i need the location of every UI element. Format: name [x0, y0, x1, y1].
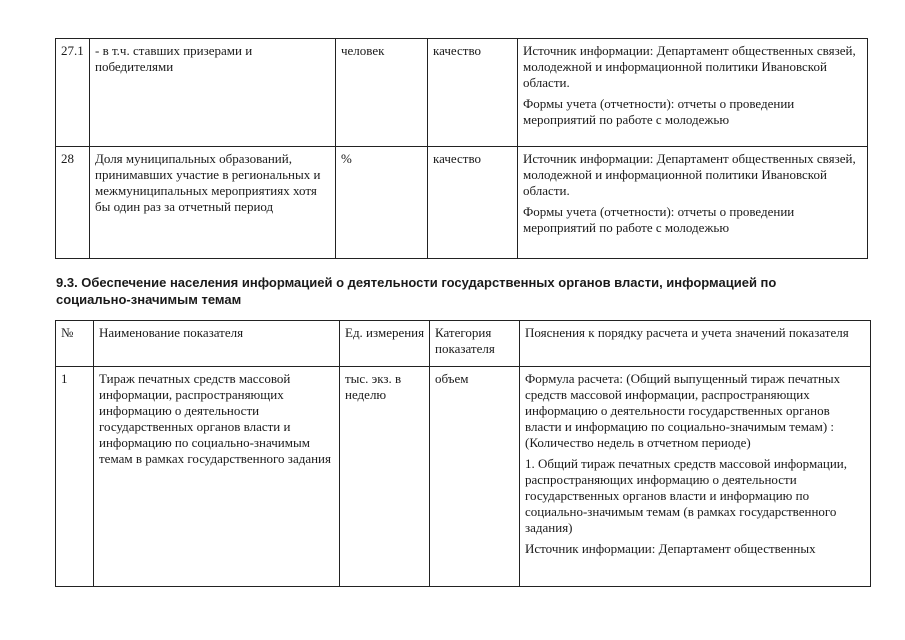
row-number: 1	[56, 367, 94, 587]
header-number: №	[56, 321, 94, 367]
unit-of-measure: человек	[336, 39, 428, 147]
row-number: 27.1	[56, 39, 90, 147]
indicator-name: - в т.ч. ставших призерами и победителями	[90, 39, 336, 147]
table-row	[56, 367, 871, 587]
source-info: Источник информации: Департамент общественных связей, молодежной и информационной политики Ивановской области.	[523, 43, 856, 90]
indicator-category: качество	[428, 39, 518, 147]
source-info: Источник информации: Департамент общественных	[525, 541, 816, 556]
row-number: 28	[56, 147, 90, 259]
header-category: Категория показателя	[430, 321, 520, 367]
calculation-formula: Формула расчета: (Общий выпущенный тираж печатных средств массовой информации, распространяющих информацию о деятельности государственных органов власти и информацию по социально-значимым темам) : (Количество недель в отчетном периоде)	[525, 371, 841, 450]
unit-of-measure: %	[336, 147, 428, 259]
explanation-cell	[520, 367, 871, 587]
unit-of-measure: тыс. экз. в неделю	[340, 367, 430, 587]
reporting-forms: Формы учета (отчетности): отчеты о проведении мероприятий по работе с молодежью	[523, 96, 795, 127]
table-header-row	[56, 321, 871, 367]
reporting-forms: Формы учета (отчетности): отчеты о проведении мероприятий по работе с молодежью	[523, 204, 795, 235]
explanation-cell	[518, 147, 868, 259]
indicator-category: качество	[428, 147, 518, 259]
header-name: Наименование показателя	[94, 321, 340, 367]
header-unit: Ед. измерения	[340, 321, 430, 367]
table-row	[56, 39, 868, 147]
table-row	[56, 147, 868, 259]
indicators-table-continued	[55, 38, 868, 259]
indicator-category: объем	[430, 367, 520, 587]
formula-item-1: 1. Общий тираж печатных средств массовой информации, распространяющих информацию о деятельности государственных органов власти и информацию по социально-значимым темам (в рамках государственного задания)	[525, 456, 848, 535]
header-explanation: Пояснения к порядку расчета и учета значений показателя	[520, 321, 871, 367]
indicator-name: Доля муниципальных образований, принимавших участие в региональных и межмуниципальных мероприятиях хотя бы один раз за отчетный период	[90, 147, 336, 259]
explanation-cell	[518, 39, 868, 147]
indicator-name: Тираж печатных средств массовой информации, распространяющих информацию о деятельности государственных органов власти и информацию по социально-значимым темам в рамках государственного задания	[94, 367, 340, 587]
section-heading: 9.3. Обеспечение населения информацией о деятельности государственных органов власти, информацией по социально-значимым темам	[56, 275, 777, 307]
source-info: Источник информации: Департамент общественных связей, молодежной и информационной политики Ивановской области.	[523, 151, 856, 198]
indicators-table	[55, 320, 871, 587]
